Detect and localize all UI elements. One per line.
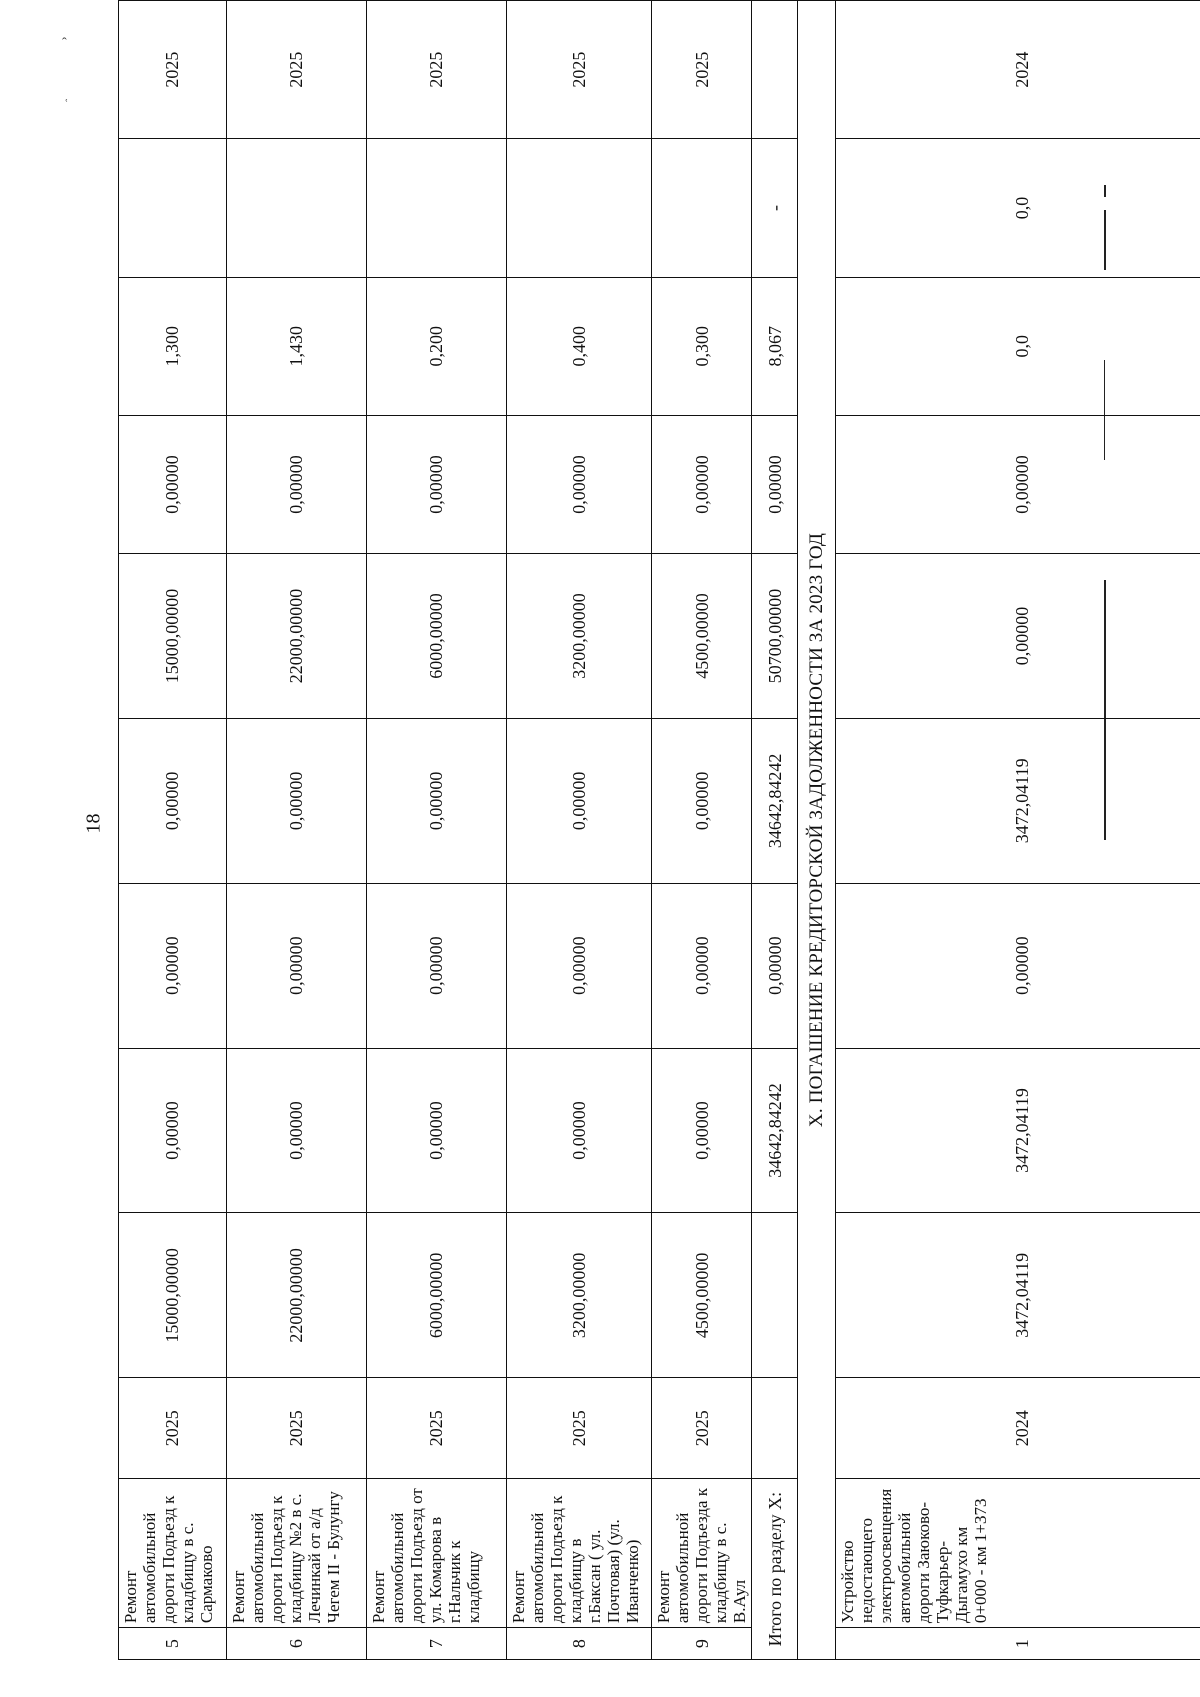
cell-year-end: 2025: [119, 1, 227, 139]
page-number: 18: [82, 813, 105, 834]
cell-value: 0,00000: [119, 718, 227, 883]
cell-value: [119, 139, 227, 277]
cell-value: [227, 139, 367, 277]
cell-value: 4500,00000: [652, 554, 752, 719]
cell-value: 0,00000: [367, 415, 507, 553]
row-year: 2025: [652, 1378, 752, 1479]
row-year: 2025: [227, 1378, 367, 1479]
cell-value: 0,00000: [836, 883, 1200, 1048]
row-name: Ремонт автомобильной дороги Подъезд к кладбищу в г.Баксан ( ул. Почтовая) (ул. Иванченко): [507, 1479, 652, 1628]
cell-value: 0,00000: [227, 883, 367, 1048]
cell-value: 0,200: [367, 277, 507, 415]
row-year: 2024: [836, 1378, 1200, 1479]
cell-value: [507, 139, 652, 277]
cell-year-end: 2024: [836, 1, 1200, 139]
total-label: Итого по разделу X:: [752, 1479, 798, 1660]
cell-value: 0,00000: [652, 883, 752, 1048]
cell-value: 1,430: [227, 277, 367, 415]
cell-value: 0,00000: [227, 718, 367, 883]
scan-tick-mark: ʿ: [64, 98, 69, 113]
row-name: Ремонт автомобильной дороги Подъезд к кладбищу в с. Сармаково: [119, 1479, 227, 1628]
row-number: 9: [652, 1628, 752, 1660]
empty-cell: [752, 1, 798, 139]
cell-value: 3472,04119: [836, 718, 1200, 883]
cell-value: 6000,00000: [367, 554, 507, 719]
cell-value: 0,00000: [119, 1048, 227, 1213]
row-name: Ремонт автомобильной дороги Подъезд к кладбищу №2 в с. Лечинкай от а/д Чегем II - Булунгу: [227, 1479, 367, 1628]
cell-value: 0,00000: [507, 1048, 652, 1213]
cell-value: 0,00000: [652, 1048, 752, 1213]
cell-year-end: 2025: [652, 1, 752, 139]
cell-year-end: 2025: [367, 1, 507, 139]
cell-year-end: 2025: [227, 1, 367, 139]
total-value: 0,00000: [752, 883, 798, 1048]
total-value: 0,00000: [752, 415, 798, 553]
cell-value: 4500,00000: [652, 1213, 752, 1378]
table-row: [507, 1, 652, 1660]
row-number: 7: [367, 1628, 507, 1660]
total-value: -: [752, 139, 798, 277]
cell-value: 0,0: [836, 139, 1200, 277]
cell-value: 0,300: [652, 277, 752, 415]
table-row: [836, 1, 1200, 1660]
row-name: Ремонт автомобильной дороги Подъезд от ул. Комарова в г.Нальчик к кладбищу: [367, 1479, 507, 1628]
cell-value: 0,00000: [227, 415, 367, 553]
row-year: 2025: [507, 1378, 652, 1479]
cell-value: 3472,04119: [836, 1213, 1200, 1378]
cell-value: 0,00000: [119, 415, 227, 553]
table-row: [652, 1, 752, 1660]
cell-value: 0,00000: [367, 883, 507, 1048]
cell-year-end: 2025: [507, 1, 652, 139]
table-row: [227, 1, 367, 1660]
row-year: 2025: [367, 1378, 507, 1479]
row-number: 1: [836, 1628, 1200, 1660]
total-value: 50700,00000: [752, 554, 798, 719]
cell-value: 0,00000: [507, 883, 652, 1048]
cell-value: 0,00000: [836, 554, 1200, 719]
cell-value: [367, 139, 507, 277]
cell-value: 0,00000: [367, 718, 507, 883]
table-row: [119, 1, 227, 1660]
total-value: 8,067: [752, 277, 798, 415]
cell-value: 15000,00000: [119, 554, 227, 719]
total-value: 34642,84242: [752, 718, 798, 883]
cell-value: 3472,04119: [836, 1048, 1200, 1213]
row-name: Устройство недостающего электроосвещения автомобильной дороги Заюково-Туфкарьер-Дыгамухо км 0+000 - км 1+373: [836, 1479, 1200, 1628]
cell-value: 22000,00000: [227, 554, 367, 719]
row-number: 5: [119, 1628, 227, 1660]
table-row: [367, 1, 507, 1660]
budget-table: [118, 0, 1200, 1660]
cell-value: 0,00000: [227, 1048, 367, 1213]
cell-value: [652, 139, 752, 277]
cell-value: 0,00000: [652, 718, 752, 883]
scan-tick-mark: ˆ: [62, 36, 67, 51]
row-year: 2025: [119, 1378, 227, 1479]
cell-value: 0,00000: [836, 415, 1200, 553]
row-name: Ремонт автомобильной дороги Подъезда к кладбищу в с. В.Аул: [652, 1479, 752, 1628]
row-number: 8: [507, 1628, 652, 1660]
cell-value: 0,00000: [367, 1048, 507, 1213]
empty-cell: [752, 1378, 798, 1479]
cell-value: 22000,00000: [227, 1213, 367, 1378]
total-row: [752, 1, 798, 1660]
cell-value: 3200,00000: [507, 554, 652, 719]
cell-value: 0,00000: [507, 718, 652, 883]
cell-value: 0,400: [507, 277, 652, 415]
cell-value: 0,00000: [119, 883, 227, 1048]
cell-value: 0,00000: [652, 415, 752, 553]
cell-value: 6000,00000: [367, 1213, 507, 1378]
section-row: [798, 1, 836, 1660]
cell-value: 0,0: [836, 277, 1200, 415]
section-heading: X. ПОГАШЕНИЕ КРЕДИТОРСКОЙ ЗАДОЛЖЕННОСТИ ЗА 2023 ГОД: [798, 1, 836, 1660]
cell-value: 1,300: [119, 277, 227, 415]
empty-cell: [752, 1213, 798, 1378]
cell-value: 15000,00000: [119, 1213, 227, 1378]
cell-value: 0,00000: [507, 415, 652, 553]
row-number: 6: [227, 1628, 367, 1660]
rotated-table-container: [118, 0, 1200, 1660]
total-value: 34642,84242: [752, 1048, 798, 1213]
cell-value: 3200,00000: [507, 1213, 652, 1378]
